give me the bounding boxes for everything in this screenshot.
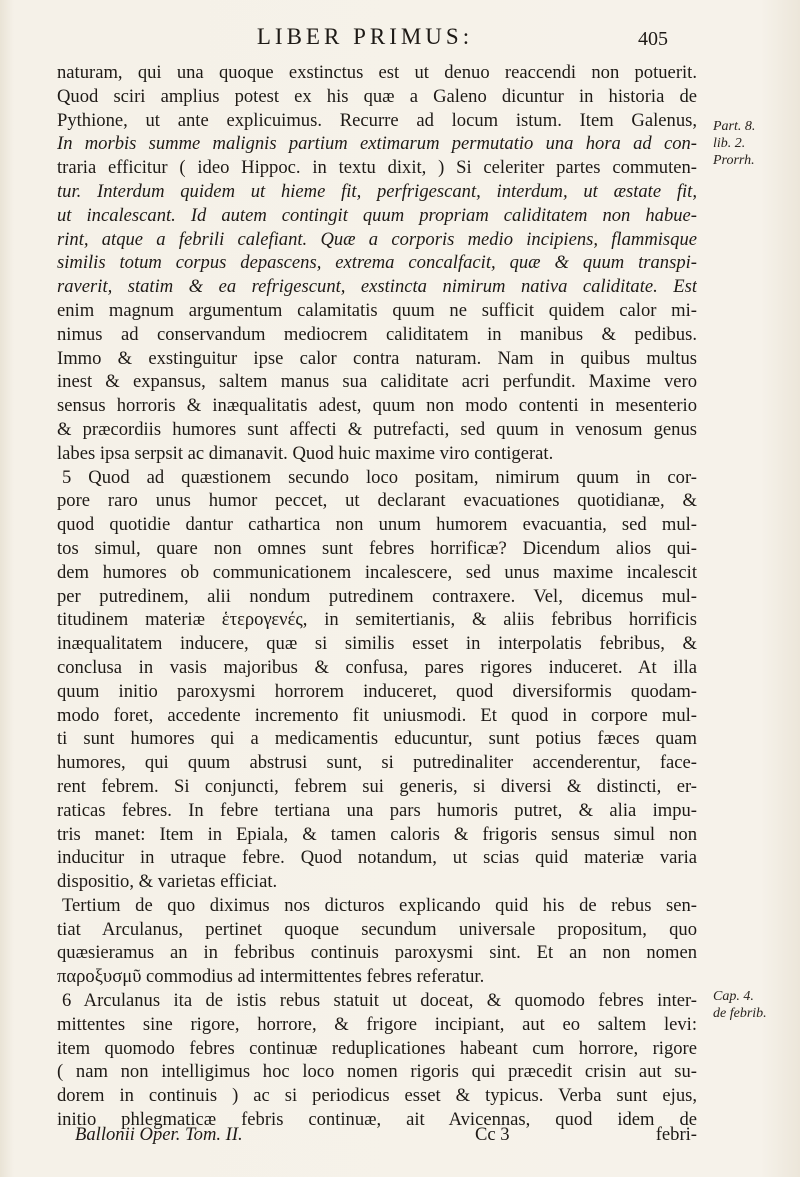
catchword: febri- <box>655 1124 697 1145</box>
text-line: raverit, statim & ea refrigescunt, exstincta nimirum nativa caliditate. Est <box>57 276 697 298</box>
text-line: quod quotidie dantur cathartica non unum humorem evacuantia, sed mul- <box>57 514 697 536</box>
text-line: & præcordiis humores sunt affecti & putrefacti, sed quum in venosum genus <box>57 418 697 440</box>
text-line: similis totum corpus depascens, extrema concalfacit, quæ & quum transpi- <box>57 252 697 274</box>
text-line: quæsieramus an in febribus continuis paroxysmi sint. Et an non nomen <box>57 942 697 964</box>
text-line: enim magnum argumentum calamitatis quum ne sufficit quidem calor mi- <box>57 299 697 321</box>
text-line: dem humores ob communicationem incalescere, sed unus maxime incalescit <box>57 561 697 583</box>
text-line: tris manet: Item in Epiala, & tamen caloris & frigoris sensus simul non <box>57 823 697 845</box>
margin-note-line: de febrib. <box>713 1006 767 1021</box>
text-line: nimus ad conservandum mediocrem caliditatem in manibus & pedibus. <box>57 323 697 345</box>
text-line: conclusa in vasis majoribus & confusa, pares rigores induceret. At illa <box>57 656 697 678</box>
text-line: labes ipsa serpsit ac dimanavit. Quod huic maxime viro contigerat. <box>57 442 554 464</box>
text-line: modo foret, accedente incremento fit uniusmodi. Et quod in corpore mul- <box>57 704 697 726</box>
margin-note <box>713 118 755 169</box>
footer-title: Ballonii Oper. Tom. II. <box>75 1124 243 1145</box>
text-line: naturam, qui una quoque exstinctus est ut denuo reaccendi non potuerit. <box>57 62 697 83</box>
page-number: 405 <box>638 28 668 50</box>
signature-mark: Cc 3 <box>475 1124 510 1145</box>
text-line: rint, atque a febrili calefiant. Quæ a corporis medio incipiens, flammisque <box>57 228 697 250</box>
text-line: Tertium de quo diximus nos dicturos explicando quid his de rebus sen- <box>62 894 697 916</box>
text-line: 6 Arculanus ita de istis rebus statuit ut doceat, & quomodo febres inter- <box>62 990 697 1012</box>
body-text <box>57 61 697 1132</box>
margin-note <box>713 988 767 1022</box>
text-line: tur. Interdum quidem ut hieme fit, perfrigescant, interdum, ut æstate fit, <box>57 180 697 202</box>
text-line: inæqualitatem inducere, quæ si similis esset in interpolatis febribus, & <box>57 633 697 655</box>
text-line: rent febrem. Si conjuncti, febrem sui generis, si diversi & distincti, er- <box>57 775 697 797</box>
text-line: In morbis summe malignis partium extimarum permutatio una hora ad con- <box>57 133 697 155</box>
page-footer <box>57 1124 697 1150</box>
text-line: titudinem materiæ ἑτερογενές, in semitertianis, & aliis febribus horrificis <box>57 609 697 631</box>
text-line: ut incalescant. Id autem contingit quum propriam caliditatem non habue- <box>57 204 697 226</box>
text-line: 5 Quod ad quæstionem secundo loco positam, nimirum quum in cor- <box>62 466 697 488</box>
text-line: dispositio, & varietas efficiat. <box>57 871 278 893</box>
text-line: dorem in continuis ) ac si periodicus esset & typicus. Verba sunt ejus, <box>57 1085 697 1107</box>
text-line: per putredinem, alii nondum putredinem contraxere. Vel, dicemus mul- <box>57 585 697 607</box>
running-head: LIBER PRIMUS: <box>256 24 474 49</box>
margin-note-line: Part. 8. <box>713 119 756 134</box>
margin-note-line: Prorrh. <box>713 153 755 168</box>
text-line: Pythione, ut ante explicuimus. Recurre ad locum istum. Item Galenus, <box>57 109 697 131</box>
text-line: tos simul, quare non omnes sunt febres horrificæ? Dicendum alios qui- <box>57 537 697 559</box>
text-line: pore raro unus humor peccet, ut declarant evacuationes quotidianæ, & <box>57 490 697 512</box>
text-line: humores, qui quum abstrusi sunt, si putredinaliter accenderentur, face- <box>57 752 697 774</box>
text-line: sensus horroris & inæqualitatis adest, quum non modo contenti in mesenterio <box>57 395 697 417</box>
margin-note-line: Cap. 4. <box>713 989 754 1004</box>
text-line: inducitur in utraque febre. Quod notandum, ut scias quid materiæ varia <box>57 847 697 869</box>
text-line: Quod sciri amplius potest ex his quæ a Galeno dicuntur in historia de <box>57 85 697 107</box>
text-line: tiat Arculanus, pertinet quoque secundum universale propositum, quo <box>57 918 697 940</box>
text-line: mittentes sine rigore, horrore, & frigore incipiant, aut eo saltem levi: <box>57 1013 697 1035</box>
text-line: quum initio paroxysmi horrorem induceret, quod diversiformis quodam- <box>57 680 697 702</box>
text-line: traria efficitur ( ideo Hippoc. in textu dixit, ) Si celeriter partes commuten- <box>57 157 697 179</box>
text-line: παροξυσμῦ commodius ad intermittentes febres referatur. <box>57 966 485 988</box>
text-line: raticas febres. In febre tertiana una pars humoris putret, & alia impu- <box>57 799 697 821</box>
text-line: initio phlegmaticæ febris continuæ, ait Avicennas, quod idem de <box>57 1109 697 1131</box>
text-line: Immo & exstinguitur ipse calor contra naturam. Nam in quibus multus <box>57 347 697 369</box>
margin-note-line: lib. 2. <box>713 136 746 151</box>
text-line: ( nam non intelligimus hoc loco nomen rigoris qui præcedit crisin aut su- <box>57 1061 697 1083</box>
text-line: item quomodo febres continuæ reduplicationes habeant cum horrore, rigore <box>57 1037 697 1059</box>
text-line: inest & expansus, saltem manus sua caliditate acri perfundit. Maxime vero <box>57 371 697 393</box>
text-line: ti sunt humores qui a medicamentis educuntur, sunt potius fæces quam <box>57 728 697 750</box>
